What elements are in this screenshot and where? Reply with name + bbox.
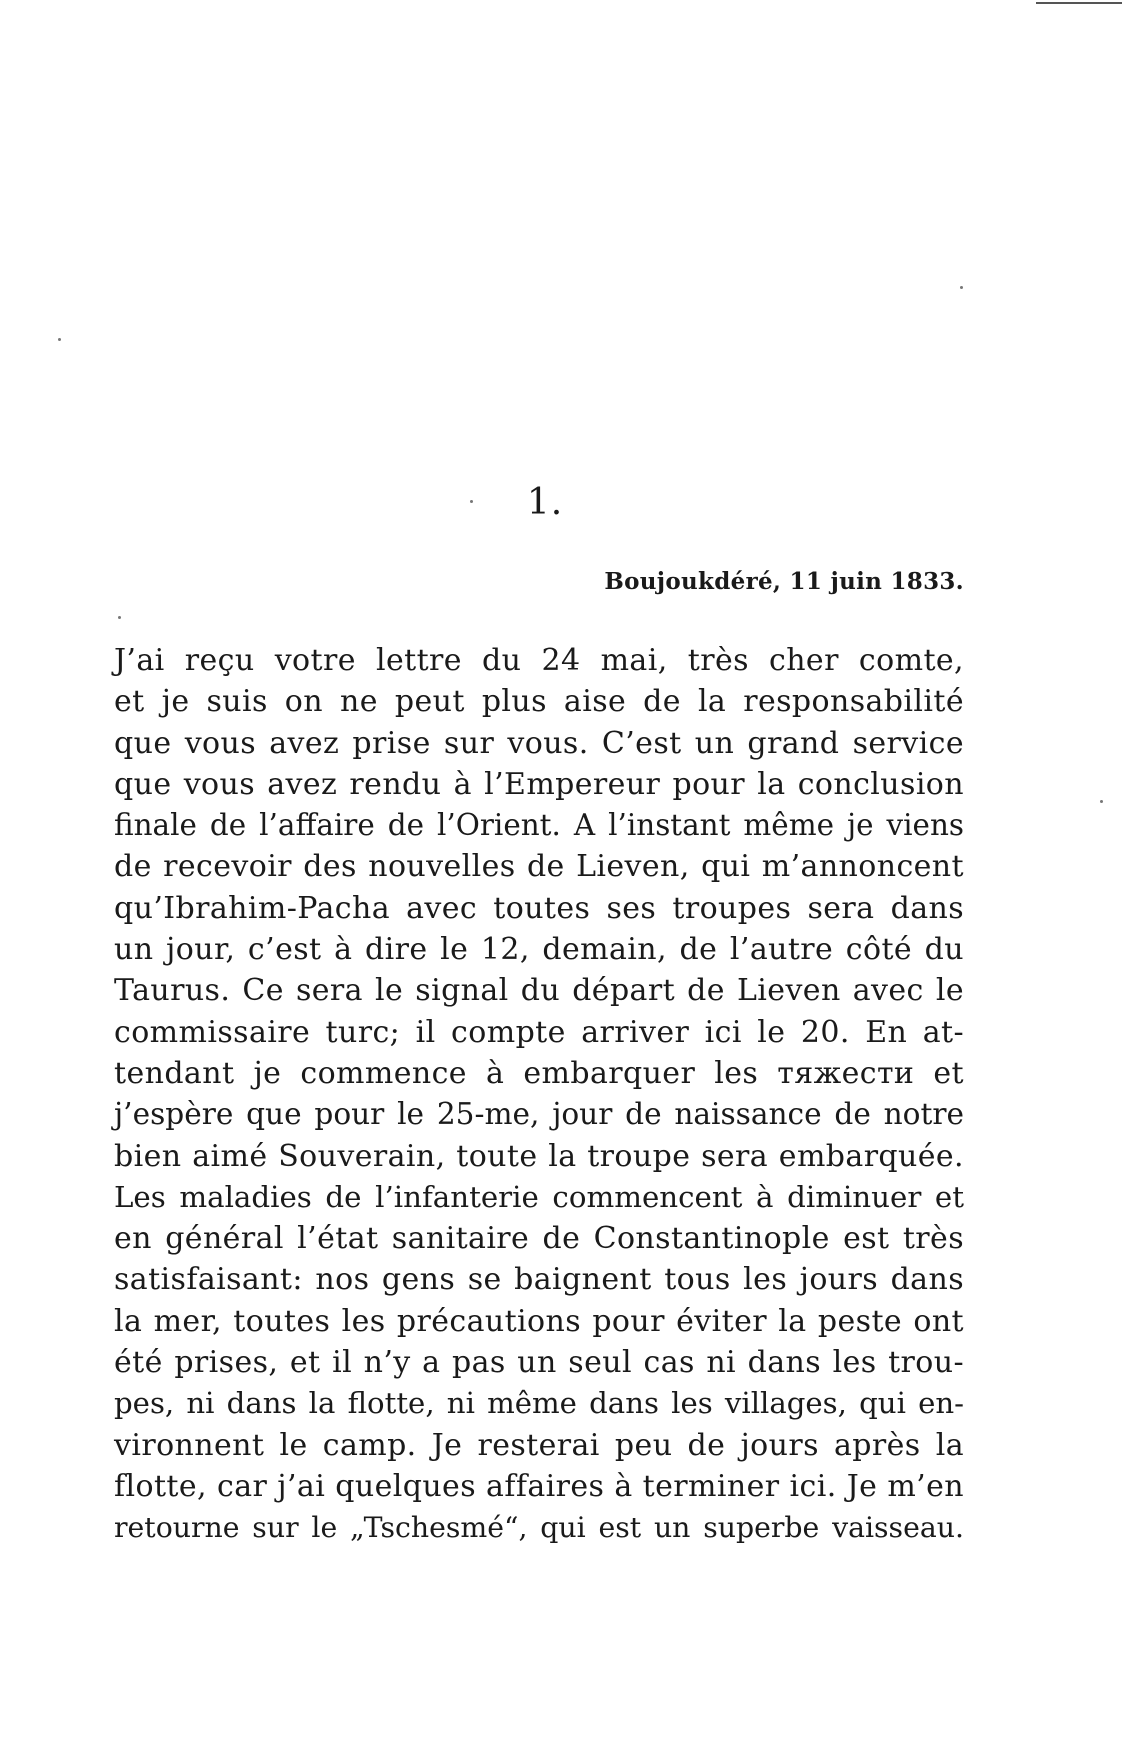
- scan-speck: [1100, 800, 1103, 803]
- dateline: Boujoukdéré, 11 juin 1833.: [604, 568, 964, 595]
- body-line: que vous avez rendu à l’Empereur pour la conclusion: [114, 766, 964, 802]
- body-line: Taurus. Ce sera le signal du départ de Lieven avec le: [114, 973, 964, 1009]
- body-line: finale de l’affaire de l’Orient. A l’instant même je viens: [114, 808, 964, 843]
- body-line: J’ai reçu votre lettre du 24 mai, très cher comte,: [114, 643, 964, 678]
- body-line: la mer, toutes les précautions pour éviter la peste ont: [114, 1303, 964, 1339]
- body-line: tendant je commence à embarquer les тяжести et: [114, 1055, 964, 1091]
- body-line: retourne sur le „Tschesmé“, qui est un superbe vaisseau.: [114, 1511, 964, 1545]
- body-line: satisfaisant: nos gens se baignent tous les jours dans: [114, 1262, 964, 1298]
- header-rule: [1036, 2, 1122, 4]
- body-line: flotte, car j’ai quelques affaires à terminer ici. Je m’en: [114, 1468, 964, 1504]
- body-line: que vous avez prise sur vous. C’est un grand service: [114, 725, 964, 761]
- letter-body: [114, 640, 964, 1549]
- body-line: de recevoir des nouvelles de Lieven, qui m’annoncent: [114, 849, 964, 885]
- body-line: été prises, et il n’y a pas un seul cas ni dans les trou-: [114, 1345, 964, 1381]
- scan-speck: [960, 286, 963, 289]
- body-line: un jour, c’est à dire le 12, demain, de l’autre côté du: [114, 932, 964, 968]
- body-line: qu’Ibrahim-Pacha avec toutes ses troupes sera dans: [114, 890, 964, 926]
- body-line: et je suis on ne peut plus aise de la responsabilité: [114, 684, 964, 720]
- body-line: vironnent le camp. Je resterai peu de jours après la: [114, 1427, 964, 1463]
- letter-number: 1.: [526, 482, 564, 523]
- body-line: en général l’état sanitaire de Constantinople est très: [114, 1221, 964, 1257]
- scan-speck: [58, 338, 61, 341]
- scan-speck: [118, 616, 121, 619]
- body-line: commissaire turc; il compte arriver ici le 20. En at-: [114, 1014, 964, 1050]
- body-line: j’espère que pour le 25-me, jour de naissance de notre: [114, 1097, 964, 1132]
- body-line: Les maladies de l’infanterie commencent à diminuer et: [114, 1179, 964, 1214]
- body-line: bien aimé Souverain, toute la troupe sera embarquée.: [114, 1138, 964, 1174]
- body-line: pes, ni dans la flotte, ni même dans les villages, qui en-: [114, 1386, 964, 1421]
